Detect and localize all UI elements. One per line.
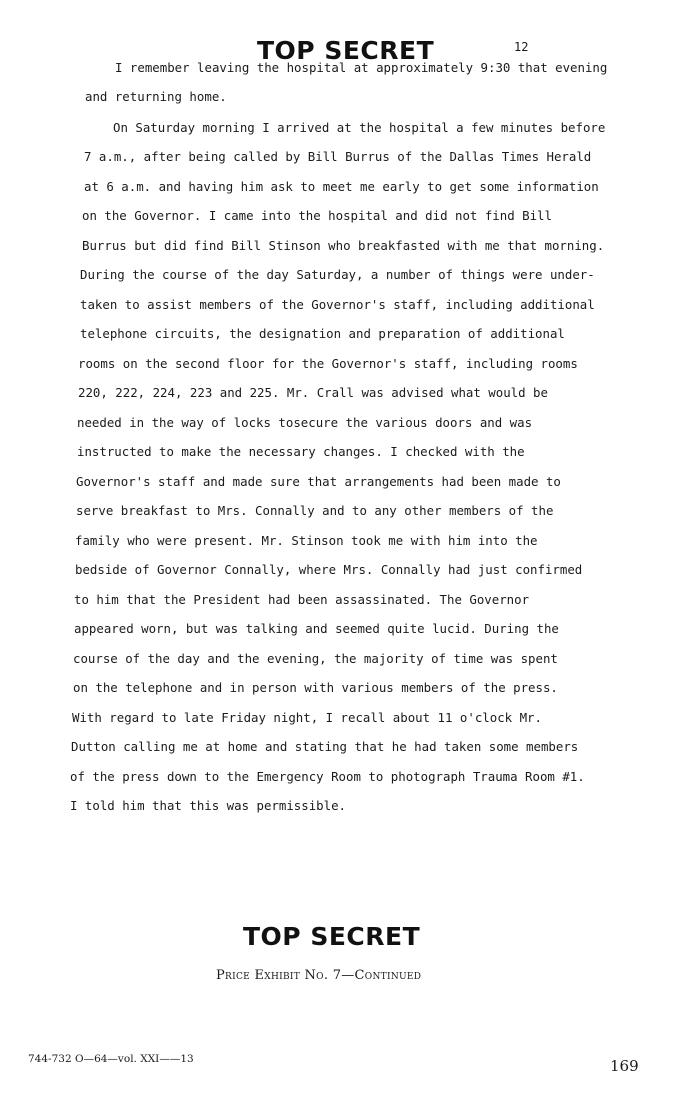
body-line: During the course of the day Saturday, a number of things were under- — [80, 267, 595, 282]
typed-page-number: 12 — [514, 40, 529, 54]
body-line: appeared worn, but was talking and seemed quite lucid. During the — [74, 621, 559, 636]
body-line: serve breakfast to Mrs. Connally and to any other members of the — [76, 503, 554, 518]
exhibit-caption: Price Exhibit No. 7—Continued — [216, 968, 422, 983]
body-line: telephone circuits, the designation and preparation of additional — [80, 326, 565, 341]
body-line: 7 a.m., after being called by Bill Burrus of the Dallas Times Herald — [84, 149, 592, 164]
body-line: With regard to late Friday night, I recall about 11 o'clock Mr. — [72, 710, 542, 725]
top-secret-stamp-bottom: TOP SECRET — [243, 922, 421, 951]
body-line: rooms on the second floor for the Governor's staff, including rooms — [78, 356, 578, 371]
body-line: I remember leaving the hospital at approximately 9:30 that evening — [115, 60, 608, 75]
body-line: I told him that this was permissible. — [70, 798, 347, 813]
body-line: needed in the way of locks tosecure the various doors and was — [77, 415, 533, 430]
body-line: taken to assist members of the Governor's staff, including additional — [80, 297, 595, 312]
body-line: Governor's staff and made sure that arrangements had been made to — [76, 474, 561, 489]
body-line: 220, 222, 224, 223 and 225. Mr. Crall was advised what would be — [78, 385, 548, 400]
body-line: to him that the President had been assassinated. The Governor — [74, 592, 530, 607]
body-line: and returning home. — [85, 89, 227, 104]
body-line: family who were present. Mr. Stinson took me with him into the — [75, 533, 538, 548]
body-line: bedside of Governor Connally, where Mrs. Connally had just confirmed — [75, 562, 583, 577]
body-line: On Saturday morning I arrived at the hospital a few minutes before — [113, 120, 606, 135]
body-line: on the telephone and in person with various members of the press. — [73, 680, 558, 695]
top-secret-stamp-top: TOP SECRET — [257, 36, 435, 65]
body-line: instructed to make the necessary changes. I checked with the — [77, 444, 525, 459]
footer-page-number: 169 — [610, 1057, 639, 1075]
body-line: of the press down to the Emergency Room to photograph Trauma Room #1. — [70, 769, 585, 784]
body-line: Burrus but did find Bill Stinson who breakfasted with me that morning. — [82, 238, 605, 253]
body-line: at 6 a.m. and having him ask to meet me early to get some information — [84, 179, 599, 194]
body-line: on the Governor. I came into the hospital and did not find Bill — [82, 208, 552, 223]
body-line: Dutton calling me at home and stating that he had taken some members — [71, 739, 579, 754]
footer-print-code: 744-732 O—64—vol. XXI——13 — [28, 1053, 194, 1065]
body-line: course of the day and the evening, the majority of time was spent — [73, 651, 558, 666]
